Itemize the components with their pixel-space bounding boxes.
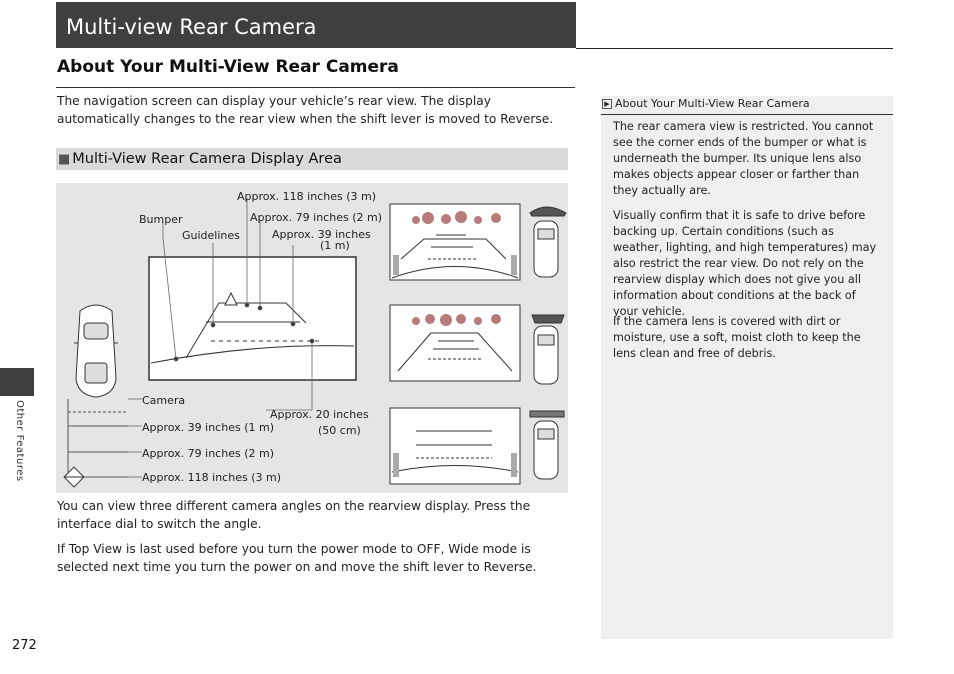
label-approx-20-b: (50 cm) — [318, 424, 361, 437]
note-paragraph-3: If the camera lens is covered with dirt or moisture, use a soft, moist cloth to keep the lens clean and free of debris. — [613, 315, 861, 360]
label-approx-39-top-b: (1 m) — [320, 239, 350, 252]
view-mode-car-icons — [530, 207, 566, 479]
note-heading — [601, 96, 893, 115]
camera-diagram-svg — [56, 183, 568, 493]
title-rule — [576, 48, 893, 49]
label-approx-39: Approx. 39 inches (1 m) — [142, 421, 274, 434]
label-approx-118: Approx. 118 inches (3 m) — [142, 471, 281, 484]
body-paragraph-angles: You can view three different camera angles on the rearview display. Press the interface dial to switch the angle. — [57, 499, 531, 531]
note-heading-text: About Your Multi-View Rear Camera — [615, 97, 810, 110]
display-area-heading-text: Multi-View Rear Camera Display Area — [72, 151, 342, 167]
section-heading: About Your Multi-View Rear Camera — [57, 57, 399, 77]
label-guidelines: Guidelines — [182, 229, 240, 242]
page-number: 272 — [12, 638, 37, 653]
display-area-heading — [56, 148, 568, 170]
note-paragraph-2: Visually confirm that it is safe to drive before backing up. Certain conditions (such as weather, lighting, and high temperatures) may also restrict the rear view. Do not rely on the rearview display which does not give you all information about conditions at the back of your vehicle. — [613, 209, 877, 318]
wide-view-screen — [390, 204, 520, 280]
sidebar-section-label: Other Features — [14, 400, 25, 482]
top-view-screen — [390, 408, 520, 484]
square-bullet-icon: ■ — [58, 152, 71, 167]
car-top-view-icon — [74, 305, 118, 397]
rear-view-screen — [149, 257, 356, 380]
label-camera: Camera — [142, 394, 186, 407]
leader-lines-bottom — [128, 399, 142, 477]
label-approx-20-a: Approx. 20 inches — [270, 408, 369, 421]
sidebar-tab — [0, 368, 34, 396]
distance-lines — [68, 399, 128, 481]
label-bumper: Bumper — [139, 213, 183, 226]
section-rule — [56, 87, 575, 88]
normal-view-screen — [390, 305, 520, 381]
camera-marker-icon — [64, 467, 84, 487]
label-approx-39-top-a: Approx. 39 inches — [272, 228, 371, 241]
camera-diagram — [56, 183, 568, 493]
note-paragraph-1: The rear camera view is restricted. You cannot see the corner ends of the bumper or what is underneath the bumper. Its unique lens also makes objects appear closer or farther than they actually are. — [613, 120, 874, 197]
label-approx-79-top: Approx. 79 inches (2 m) — [250, 211, 382, 224]
body-paragraph-top-view: If Top View is last used before you turn the power mode to OFF, Wide mode is selected next time you turn the power on and move the shift lever to Reverse. — [57, 542, 537, 574]
reference-arrow-icon: ▶ — [602, 99, 612, 109]
intro-paragraph: The navigation screen can display your vehicle’s rear view. The display automatically changes to the rear view when the shift lever is moved to Reverse. — [57, 94, 554, 126]
label-approx-79: Approx. 79 inches (2 m) — [142, 447, 274, 460]
label-approx-118-top: Approx. 118 inches (3 m) — [237, 190, 376, 203]
page-title: Multi-view Rear Camera — [56, 2, 576, 48]
